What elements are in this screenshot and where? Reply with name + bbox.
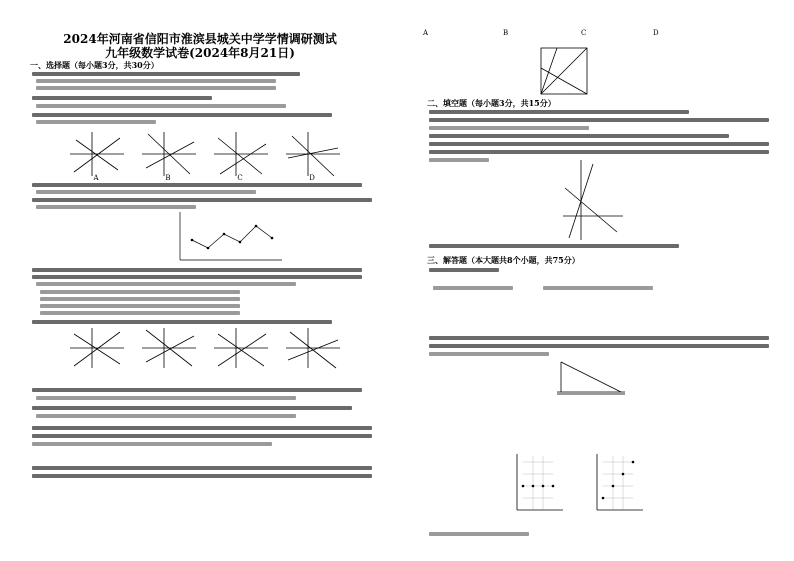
q14-function-graph	[557, 158, 627, 242]
q3-graph-choices	[62, 128, 362, 180]
q18-scatter-charts	[505, 450, 685, 526]
q5-line-chart	[170, 208, 290, 266]
choice-label-d: D	[653, 29, 659, 37]
q10-answer-choices	[417, 26, 667, 40]
section-heading-answer: 三、解答题（本大题共8个小题，共75分）	[427, 255, 580, 265]
choice-label-a: A	[423, 29, 429, 37]
choice-label-d: D	[309, 174, 315, 180]
choice-label-c: C	[237, 174, 243, 180]
choice-label-b: B	[165, 174, 171, 180]
choice-label-a: A	[93, 174, 99, 180]
choice-label-b: B	[503, 29, 509, 37]
exam-subtitle: 九年级数学试卷(2024年8月21日)	[105, 46, 295, 60]
q7-graph-choices	[62, 326, 362, 372]
section-heading-choice: 一、选择题（每小题3分，共30分）	[30, 60, 159, 70]
right-column	[397, 0, 794, 561]
section-heading-fill: 二、填空题（每小题3分，共15分）	[427, 98, 556, 108]
choice-label-c: C	[581, 29, 587, 37]
q17-bamboo-triangle	[557, 358, 627, 398]
exam-title: 2024年河南省信阳市淮滨县城关中学学情调研测试	[63, 32, 337, 46]
square-geometry-figure	[537, 44, 593, 98]
